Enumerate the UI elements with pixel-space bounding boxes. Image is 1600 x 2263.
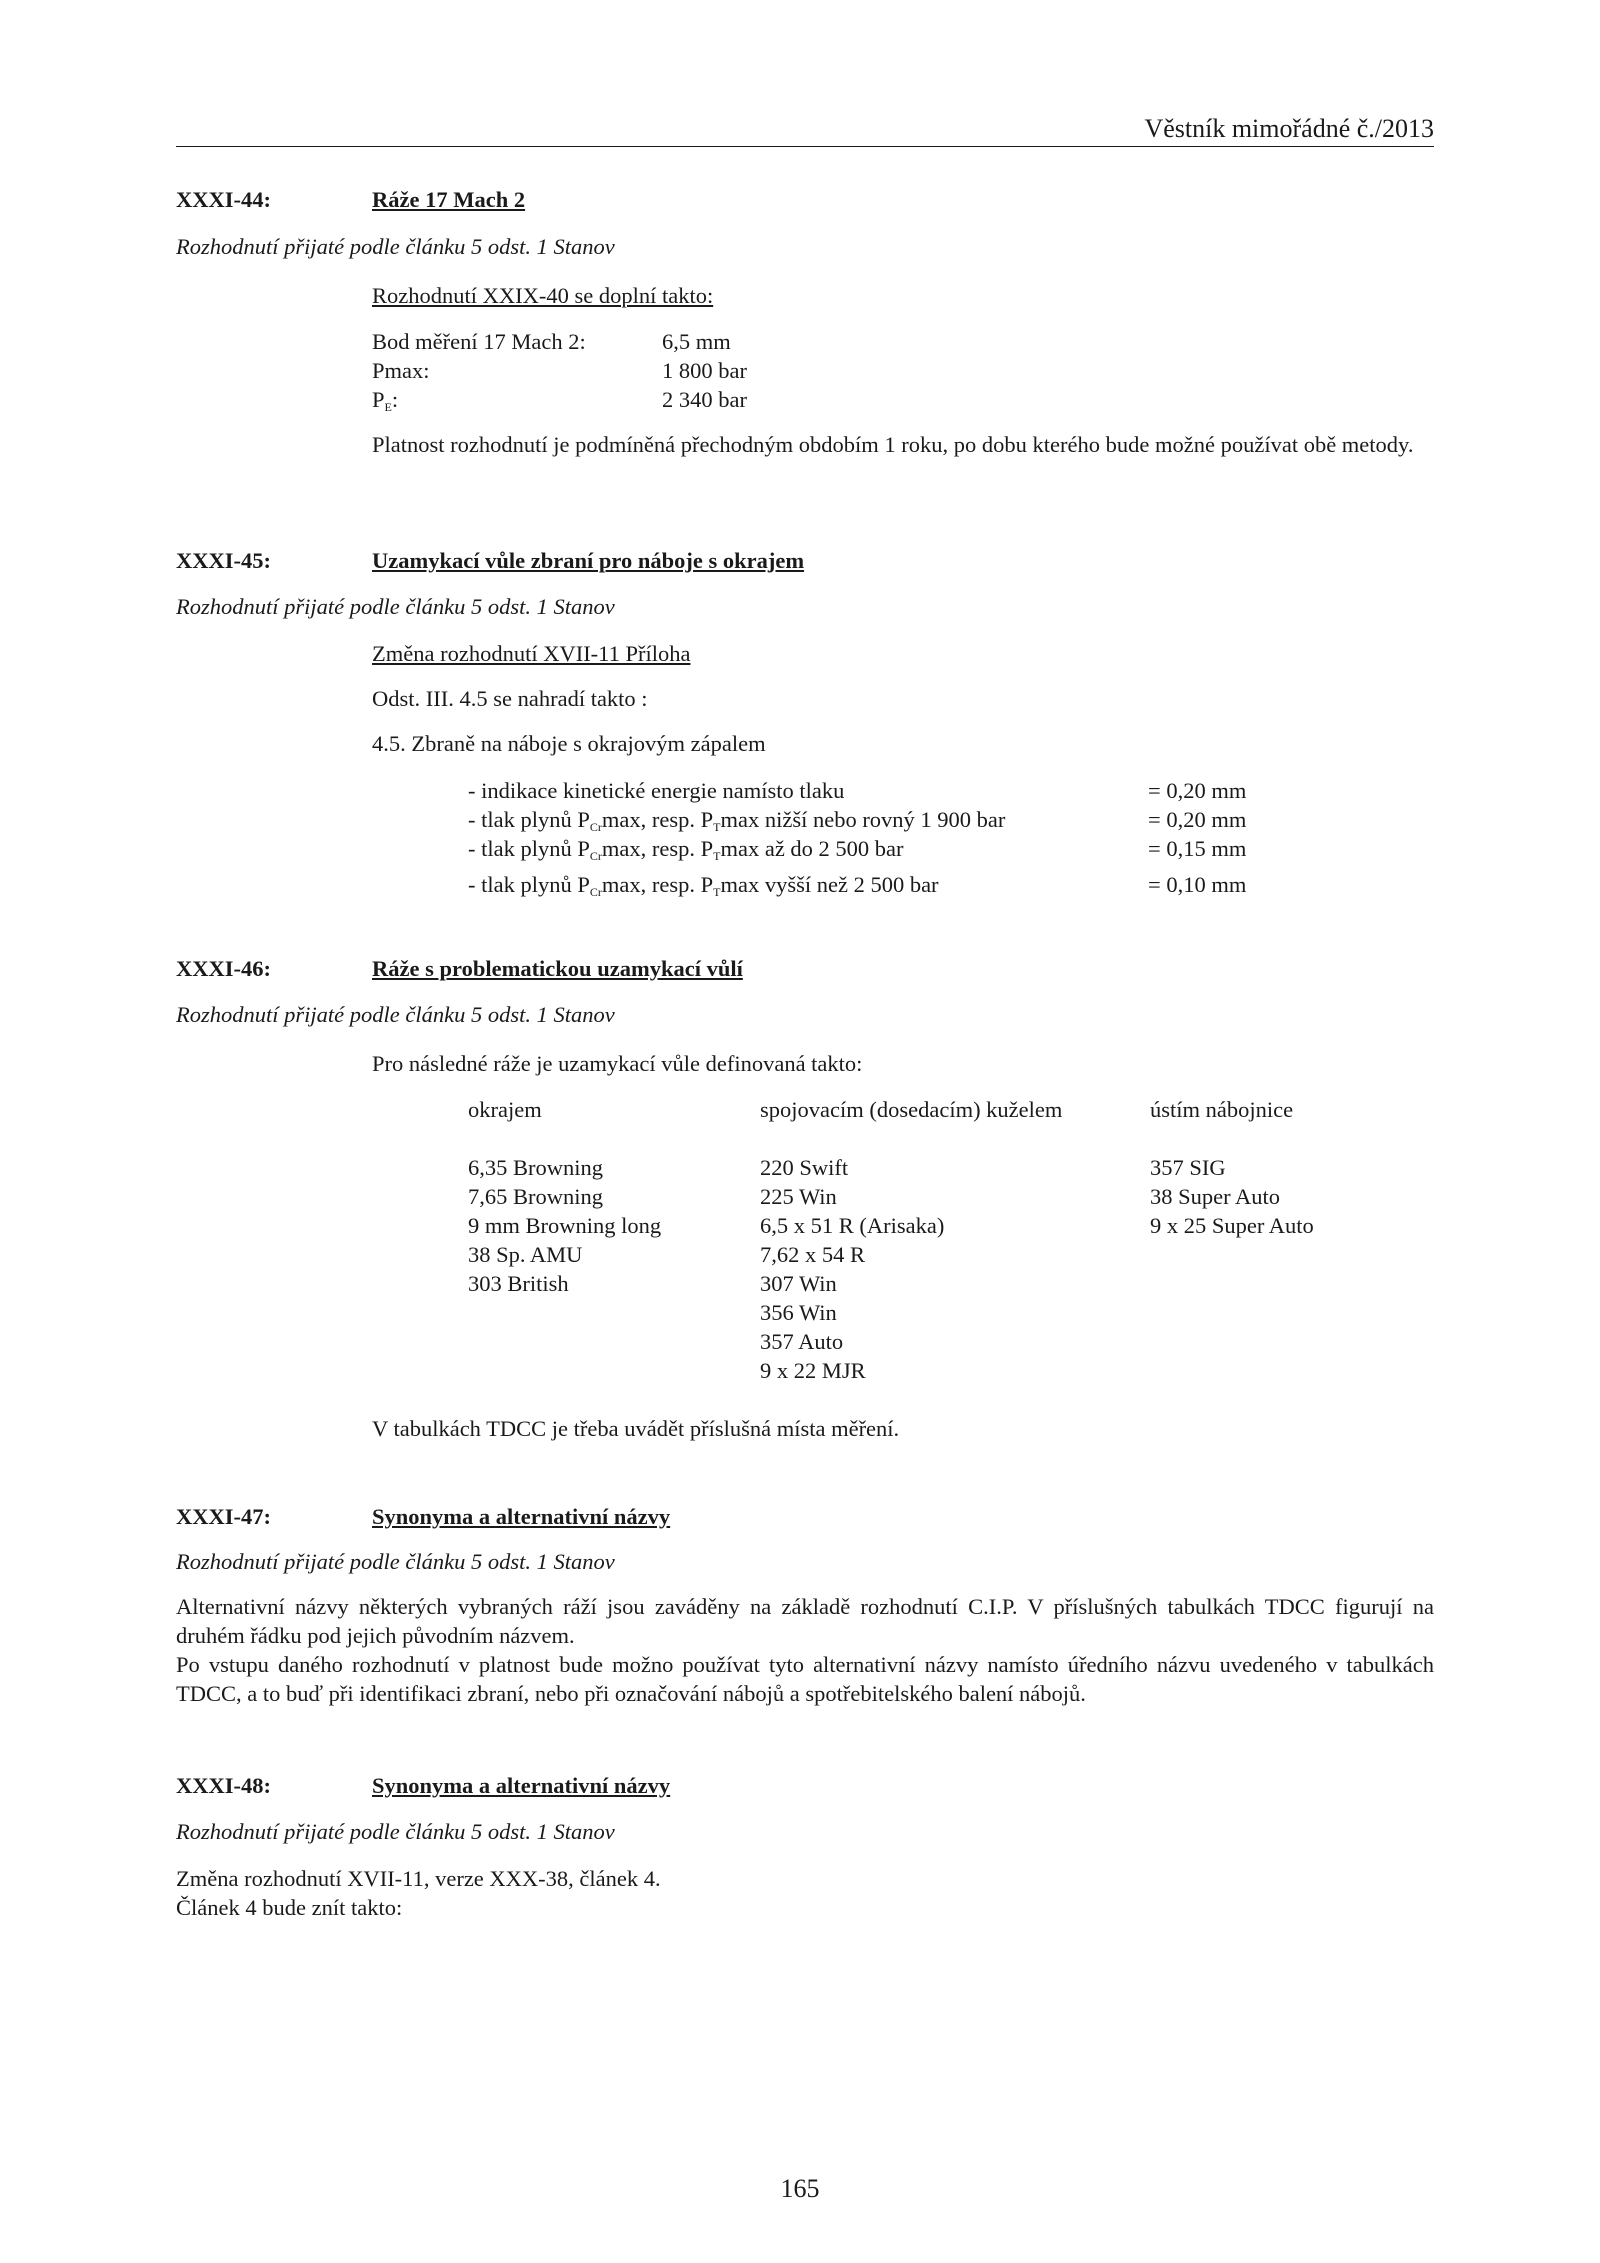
s46-header-mouth: ústím nábojnice xyxy=(1150,1097,1294,1122)
section-title-45: Uzamykací vůle zbraní pro náboje s okrajem xyxy=(372,548,805,573)
s45-item3-text: - tlak plynů $P_{Cr}\max$, resp. $P_T\max$ až do 2 500 bar xyxy=(468,836,904,863)
s45-item4-text: - tlak plynů $P_{Cr}\max$, resp. $P_T\max$ vyšší než 2 500 bar xyxy=(468,872,939,899)
s46-header-shoulder: spojovacím (dosedacím) kuželem xyxy=(760,1097,1063,1122)
list-item: 9 x 22 MJR xyxy=(760,1358,866,1383)
decision-basis-46: Rozhodnutí přijaté podle článku 5 odst. 1 Stanov xyxy=(176,1002,615,1027)
s48-line1: Změna rozhodnutí XVII-11, verze XXX-38, článek 4. xyxy=(176,1866,661,1891)
decision-basis-48: Rozhodnutí přijaté podle článku 5 odst. 1 Stanov xyxy=(176,1819,615,1844)
s46-intro: Pro následné ráže je uzamykací vůle definovaná takto: xyxy=(372,1051,863,1076)
s46-note: V tabulkách TDCC je třeba uvádět příslušná místa měření. xyxy=(372,1416,900,1441)
list-item: 9 x 25 Super Auto xyxy=(1150,1213,1314,1238)
s45-change: Změna rozhodnutí XVII-11 Příloha xyxy=(372,641,691,666)
header-rule xyxy=(176,146,1434,147)
section-number-44: XXXI-44: xyxy=(176,187,271,212)
s45-item2-value: = 0,20 mm xyxy=(1148,807,1247,832)
section-title-48: Synonyma a alternativní názvy xyxy=(372,1773,671,1798)
s45-line1: Odst. III. 4.5 se nahradí takto : xyxy=(372,686,648,711)
s45-item1-value: = 0,20 mm xyxy=(1148,778,1247,803)
section-title-44: Ráže 17 Mach 2 xyxy=(372,187,526,212)
decision-basis-45: Rozhodnutí přijaté podle článku 5 odst. 1 Stanov xyxy=(176,594,615,619)
list-item: 357 Auto xyxy=(760,1329,844,1354)
page-number: 165 xyxy=(780,2174,820,2203)
s48-line2: Článek 4 bude znít takto: xyxy=(176,1895,403,1920)
list-item: 7,62 x 54 R xyxy=(760,1242,866,1267)
section-title-47: Synonyma a alternativní názvy xyxy=(372,1504,671,1529)
s44-row1-label: Bod měření 17 Mach 2: xyxy=(372,329,586,354)
list-item: 220 Swift xyxy=(760,1155,849,1180)
s45-item3-value: = 0,15 mm xyxy=(1148,836,1247,861)
s47-para2: Po vstupu daného rozhodnutí v platnost bude možno používat tyto alternativní názvy namísto úředního názvu uvedeného v tabulkách TDCC, a to buď při identifikaci zbraní, nebo při označování nábojů a spotřebitelského balení nábojů. xyxy=(176,1652,1434,1706)
running-header: Věstník mimořádné č./2013 xyxy=(1144,114,1434,143)
list-item: 6,35 Browning xyxy=(468,1155,603,1180)
list-item: 307 Win xyxy=(760,1271,837,1296)
list-item: 38 Super Auto xyxy=(1150,1184,1281,1209)
decision-basis-47: Rozhodnutí přijaté podle článku 5 odst. 1 Stanov xyxy=(176,1549,615,1574)
s46-header-rim: okrajem xyxy=(468,1097,542,1122)
s45-line2: 4.5. Zbraně na náboje s okrajovým zápalem xyxy=(372,731,766,756)
s44-row1-value: 6,5 mm xyxy=(662,329,731,354)
s44-row2-value: 1 800 bar xyxy=(662,358,747,383)
s45-item2-text: - tlak plynů $P_{Cr}\max$, resp. $P_T\max$ nižší nebo rovný 1 900 bar xyxy=(468,807,1006,834)
s45-item1-text: - indikace kinetické energie namísto tlaku xyxy=(468,778,845,803)
s45-item4-value: = 0,10 mm xyxy=(1148,872,1247,897)
section-number-47: XXXI-47: xyxy=(176,1504,271,1529)
list-item: 357 SIG xyxy=(1150,1155,1226,1180)
s44-intro: Rozhodnutí XXIX-40 se doplní takto: xyxy=(372,283,714,308)
section-number-46: XXXI-46: xyxy=(176,956,271,981)
list-item: 303 British xyxy=(468,1271,569,1296)
list-item: 38 Sp. AMU xyxy=(468,1242,583,1267)
s44-row3-label: $P_E$: xyxy=(372,387,399,414)
list-item: 9 mm Browning long xyxy=(468,1213,662,1238)
s44-row3-value: 2 340 bar xyxy=(662,387,747,412)
list-item: 6,5 x 51 R (Arisaka) xyxy=(760,1213,945,1238)
s47-para1: Alternativní názvy některých vybraných ráží jsou zaváděny na základě rozhodnutí C.I.P. V příslušných tabulkách TDCC figurují na druhém řádku pod jejich původním názvem. xyxy=(176,1594,1434,1648)
section-number-45: XXXI-45: xyxy=(176,548,271,573)
section-title-46: Ráže s problematickou uzamykací vůlí xyxy=(372,956,743,981)
s44-row2-label: Pmax: xyxy=(372,358,430,383)
list-item: 7,65 Browning xyxy=(468,1184,603,1209)
s44-note: Platnost rozhodnutí je podmíněná přechodným obdobím 1 roku, po dobu kterého bude možné používat obě metody. xyxy=(372,432,1414,457)
section-number-48: XXXI-48: xyxy=(176,1773,271,1798)
list-item: 225 Win xyxy=(760,1184,837,1209)
decision-basis-44: Rozhodnutí přijaté podle článku 5 odst. 1 Stanov xyxy=(176,234,615,259)
list-item: 356 Win xyxy=(760,1300,837,1325)
